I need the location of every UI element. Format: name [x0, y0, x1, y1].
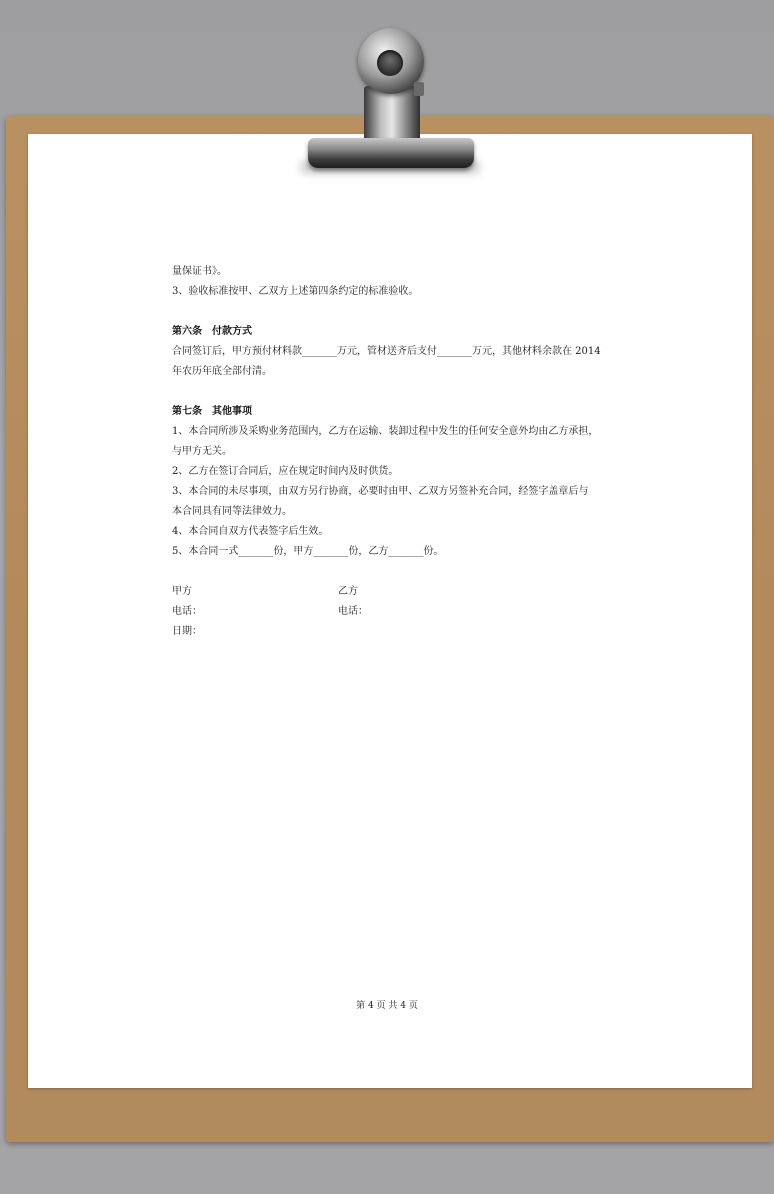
signature-row — [172, 582, 612, 602]
binder-clip-hole — [377, 50, 403, 76]
binder-clip-neck — [364, 86, 420, 142]
text-line: 3、本合同的未尽事项，由双方另行协商，必要时由甲、乙双方另签补充合同，经签字盖章后与 — [172, 486, 589, 497]
text-line: 合同签订后，甲方预付材料款_______万元，管材送齐后支付_______万元，其他材料余款在 2014 — [172, 346, 601, 357]
binder-clip-plate — [308, 138, 474, 168]
text-line: 年农历年底全部付清。 — [172, 366, 272, 377]
section-heading: 第七条 其他事项 — [172, 406, 252, 417]
party-b-phone-label: 电话： — [338, 606, 368, 617]
signature-row — [172, 622, 612, 642]
signature-row — [172, 602, 612, 622]
text-line: 4、本合同自双方代表签字后生效。 — [172, 526, 329, 537]
party-b-label: 乙方 — [338, 586, 358, 597]
party-a-label: 甲方 — [172, 586, 192, 597]
document-body — [172, 262, 612, 642]
text-line: 2、乙方在签订合同后，应在规定时间内及时供货。 — [172, 466, 399, 477]
text-line: 本合同具有同等法律效力。 — [172, 506, 292, 517]
text-line: 1、本合同所涉及采购业务范围内，乙方在运输、装卸过程中发生的任何安全意外均由乙方承担， — [172, 426, 599, 437]
text-line: 与甲方无关。 — [172, 446, 232, 457]
spacer — [172, 562, 612, 582]
binder-clip-tab — [414, 82, 424, 96]
text-line: 5、本合同一式_______份，甲方_______份，乙方_______份。 — [172, 546, 444, 557]
date-label: 日期： — [172, 626, 202, 637]
spacer — [172, 302, 612, 322]
party-a-phone-label: 电话： — [172, 606, 202, 617]
section-heading: 第六条 付款方式 — [172, 326, 252, 337]
text-line: 3、验收标准按甲、乙双方上述第四条约定的标准验收。 — [172, 286, 419, 297]
spacer — [172, 382, 612, 402]
text-line: 量保证书》。 — [172, 266, 227, 277]
page-number: 第 4 页 共 4 页 — [356, 1001, 418, 1011]
